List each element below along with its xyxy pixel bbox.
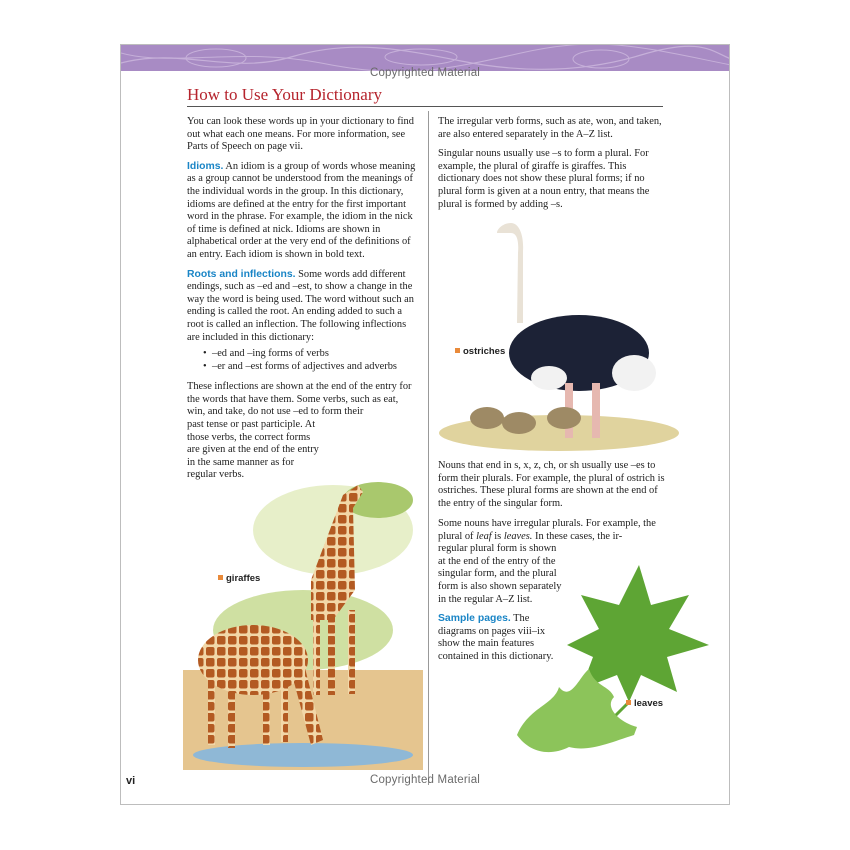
list-item: • –er and –est forms of adjectives and adverbs bbox=[212, 361, 417, 374]
giraffes-caption: giraffes bbox=[218, 573, 260, 584]
column-divider bbox=[428, 111, 429, 785]
page-number: vi bbox=[126, 775, 136, 787]
page-title: How to Use Your Dictionary bbox=[187, 85, 383, 104]
irregular-verbs-paragraph: The irregular verb forms, such as ate, won, and taken, are also entered separately in the A–Z list. bbox=[438, 116, 662, 140]
watermark-bottom: Copyrighted Material bbox=[369, 774, 481, 786]
roots-paragraph bbox=[187, 269, 417, 345]
irregular-plurals-intro: Some nouns have irregular plurals. For example, the plural of leaf is leaves. In these cases, the ir- bbox=[438, 518, 656, 542]
inflection-list bbox=[187, 348, 417, 373]
inflections-paragraph: These inflections are shown at the end of the entry for the words that have them. Some verbs, such as eat, win, and take, do not use –ed to form their bbox=[187, 381, 412, 418]
roots-heading: Roots and inflections. bbox=[187, 268, 296, 280]
roots-text: Some words add different endings, such as –ed and –est, to show a change in the way the word is being used. The word without such an ending is called the root. An ending added to such a root is called an inflection. The following inflections are included in this dictionary: bbox=[187, 268, 414, 343]
caption-marker bbox=[626, 700, 631, 705]
title-rule bbox=[187, 106, 663, 107]
giraffes-illustration bbox=[183, 470, 423, 770]
right-column-top bbox=[438, 116, 666, 218]
leaves-caption: leaves bbox=[626, 698, 663, 709]
dictionary-page bbox=[120, 44, 730, 805]
leaves-illustration bbox=[509, 557, 714, 767]
caption-marker bbox=[218, 575, 223, 580]
left-column bbox=[187, 116, 417, 489]
sample-pages-heading: Sample pages. bbox=[438, 613, 511, 625]
watermark-top: Copyrighted Material bbox=[369, 67, 481, 79]
ostriches-caption: ostriches bbox=[455, 346, 505, 357]
list-item: • –ed and –ing forms of verbs bbox=[212, 348, 417, 361]
ostrich-illustration bbox=[439, 213, 679, 453]
idioms-text: An idiom is a group of words whose meaning as a group cannot be understood from the meanings of the individual words in the group. In this dictionary, idioms are defined at the entry for the first important word in the phrase. For example, the idiom in the nick of time is defined at nick. Idioms are shown in alphabetical order at the very end of the definitions of an entry. Each idiom is shown in bold text. bbox=[187, 160, 416, 260]
idioms-paragraph bbox=[187, 161, 417, 262]
plurals-paragraph: Singular nouns usually use –s to form a plural. For example, the plural of giraffe is giraffes. This dictionary does not show these plural forms; if no plural form is given at a noun entry, that means the plural is formed by adding –s. bbox=[438, 148, 650, 210]
sample-pages-text: The diagrams on pages viii–ix show the main features contained in this dictionary. bbox=[438, 613, 554, 662]
intro-paragraph: You can look these words up in your dictionary to find out what each one means. For more information, see Parts of Speech on page vii. bbox=[187, 116, 414, 153]
es-plurals-paragraph: Nouns that end in s, x, z, ch, or sh usually use –es to form their plurals. For example, the plural of ostrich is ostriches. These plural forms are shown at the end of the entry of the singular form. bbox=[438, 460, 665, 509]
idioms-heading: Idioms. bbox=[187, 160, 224, 172]
inflections-paragraph-cont: past tense or past participle. At those verbs, the correct forms are given at the end of the entry in the same manner as for regular verbs. bbox=[187, 419, 319, 481]
caption-marker bbox=[455, 348, 460, 353]
right-column-middle bbox=[438, 460, 666, 517]
irregular-plurals-cont: regular plural form is shown at the end of the entry of the singular form, and the plural form is also shown separately in the regular A–Z list. bbox=[438, 543, 562, 605]
